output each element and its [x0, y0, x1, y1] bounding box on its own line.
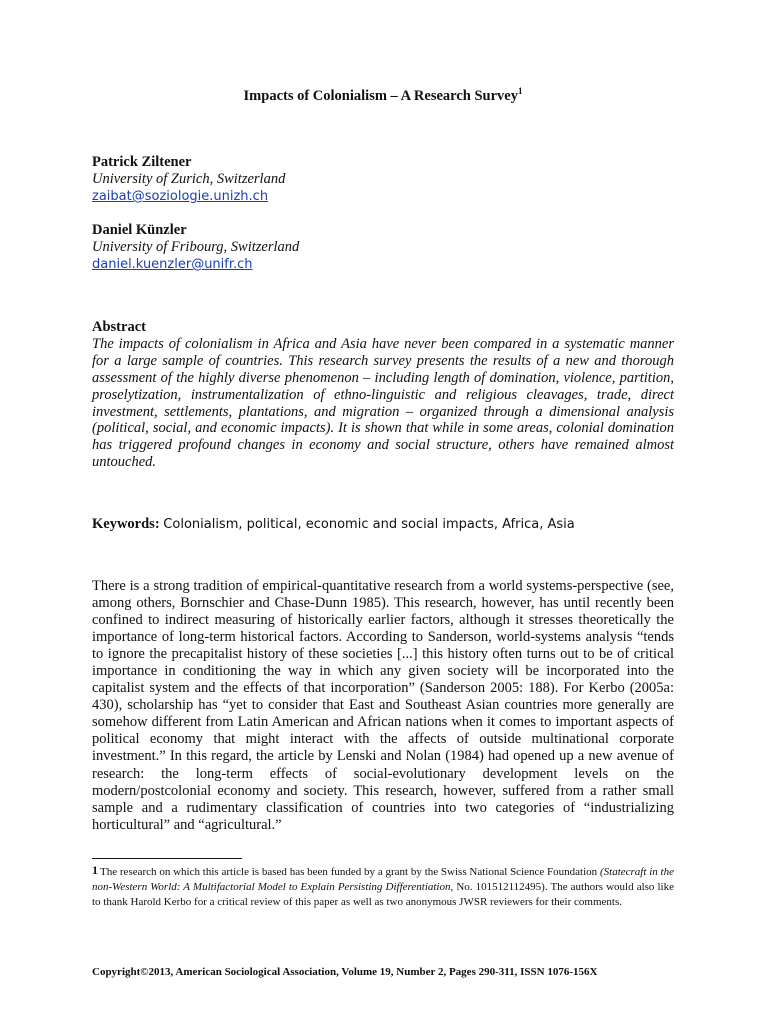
author-name: Daniel Künzler	[92, 222, 187, 238]
footnote	[92, 863, 674, 910]
footnote-text-before: The research on which this article is based has been funded by a grant by the Swiss National Science Foundation	[100, 866, 600, 878]
author-block-2	[92, 222, 674, 273]
author-affiliation: University of Fribourg, Switzerland	[92, 239, 300, 255]
abstract-text: The impacts of colonialism in Africa and Asia have never been compared in a systematic manner for a large sample of countries. This research survey presents the results of a new and thorough assessment of the highly diverse phenomenon – including length of domination, violence, partition, proselytization, instrumentalization of ethno-linguistic and religious cleavages, trade, direct investment, settlements, plantations, and migration – organized through a dimensional analysis (political, social, and economic impacts). It is shown that while in some areas, colonial domination has triggered profound changes in economy and social structure, others have remained almost untouched.	[92, 335, 674, 471]
footnote-text-after: , No. 101512112495). The authors would also like to thank Harold Kerbo for a critical review of this paper as well as two anonymous JWSR reviewers for their comments.	[92, 881, 674, 908]
author-name: Patrick Ziltener	[92, 154, 192, 170]
paper-title	[92, 86, 674, 105]
author-affiliation: University of Zurich, Switzerland	[92, 171, 286, 187]
abstract-section	[92, 319, 674, 471]
paper-page	[92, 0, 674, 1024]
author-email-link[interactable]: daniel.kuenzler@unifr.ch	[92, 257, 253, 272]
title-text: Impacts of Colonialism – A Research Survey	[243, 87, 518, 104]
keywords-label: Keywords:	[92, 516, 160, 532]
footnote-marker: 1	[92, 863, 98, 877]
abstract-heading: Abstract	[92, 319, 146, 335]
keywords-text: Colonialism, political, economic and social impacts, Africa, Asia	[163, 517, 575, 532]
author-email-link[interactable]: zaibat@soziologie.unizh.ch	[92, 189, 269, 204]
author-block-1	[92, 154, 674, 205]
footnote-text-italic: (Statecraft in the non-Western World: A Multifactorial Model to Explain Persisting Differentiation	[92, 866, 674, 893]
body-paragraph: There is a strong tradition of empirical-quantitative research from a world systems-perspective (see, among others, Bornschier and Chase-Dunn 1985). This research, however, has until recently been confined to indirect measuring of historically earlier factors, although it stresses theoretically the importance of long-term historical factors. According to Sanderson, world-systems analysis “tends to ignore the precapitalist history of these societies [...] this history often turns out to be of critical importance in conditioning the way in which any given society will be incorporated into the capitalist system and the effects of that incorporation” (Sanderson 2005: 188). For Kerbo (2005a: 430), scholarship has “yet to consider that East and Southeast Asian countries more generally are somehow different from Latin American and African nations when it comes to important aspects of political economy that might interact with the affects of outside multinational corporate investment.” In this regard, the article by Lenski and Nolan (1984) had opened up a new avenue of research: the long-term effects of social-evolutionary development levels on the modern/postcolonial economy and society. This research, however, suffered from a rather small sample and a rudimentary classification of countries into two categories of “industrializing horticultural” and “agricultural.”	[92, 578, 674, 833]
keywords-line	[92, 516, 674, 533]
footnote-divider	[92, 858, 242, 859]
copyright-line: Copyright©2013, American Sociological Association, Volume 19, Number 2, Pages 290-311, ISSN 1076-156X	[92, 966, 598, 978]
title-footnote-marker[interactable]: 1	[517, 86, 523, 96]
